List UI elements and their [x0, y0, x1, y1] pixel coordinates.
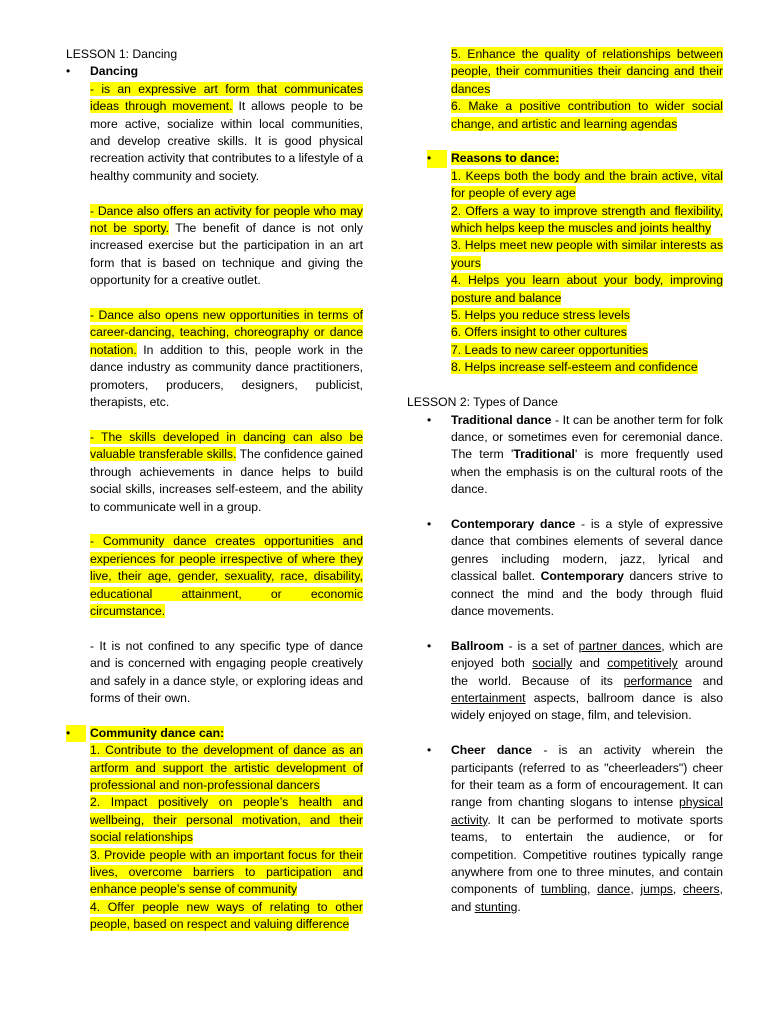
- reason-item: [451, 359, 723, 376]
- highlight: - Community dance creates opportunities and experiences for people irrespective of where they live, their age, gender, sexuality, race, disability, educational attainment, or economic circumstance.: [90, 534, 363, 618]
- term: Traditional dance: [451, 412, 552, 427]
- highlight: - is an expressive art form that communicates ideas through movement.: [90, 81, 363, 114]
- text: genres including modern, jazz, lyrical and classical ballet.: [451, 551, 723, 584]
- reasons-heading: [451, 150, 723, 167]
- text: . It can be performed to motivate sports teams, to entertain the audience, or for competition. Competitive routines typically range anywhere from one to three minutes, and contain components of: [451, 812, 723, 897]
- bullet-icon: •: [427, 412, 432, 427]
- text: , or sometimes even for: [484, 429, 622, 444]
- dancing-heading: Dancing: [90, 64, 139, 79]
- link-stunting[interactable]: stunting: [474, 899, 518, 914]
- link-cheers[interactable]: cheers: [682, 882, 720, 897]
- text: It allows people to be more active, socialize within local communities, and develop creative skills. It is good physical recreation activity that contributes to a lifestyle of a healthy community and society.: [90, 99, 364, 183]
- text: , which are enjoyed both: [451, 638, 723, 671]
- text: ,: [672, 882, 683, 897]
- highlight: 8. Helps increase self-esteem and confidence: [451, 360, 698, 375]
- term: Cheer dance: [451, 743, 533, 758]
- highlight: 3. Helps meet new people with similar interests as yours: [451, 238, 723, 270]
- highlight: 1. Keeps both the body and the brain active, vital for people of every age: [451, 168, 723, 201]
- contemporary-section: [407, 516, 723, 620]
- community-item: [90, 742, 363, 794]
- term: Contemporary: [540, 569, 624, 584]
- community-section: [66, 725, 363, 934]
- reason-item: [451, 237, 723, 272]
- reason-item: [451, 272, 723, 307]
- bullet-icon: •: [427, 516, 432, 531]
- highlight: 4. Offer people new ways of relating to other people, based on respect and valuing difference: [90, 899, 363, 932]
- bullet-icon: •: [66, 725, 86, 742]
- highlight: 4. Helps you learn about your body, improving posture and balance: [451, 273, 723, 305]
- community-item: [90, 847, 363, 899]
- ballroom-paragraph: [451, 638, 723, 725]
- link-tumbling[interactable]: tumbling: [540, 882, 588, 897]
- term: Contemporary dance: [451, 516, 576, 531]
- term: Traditional: [513, 447, 575, 462]
- text: around the world. Because of its: [451, 656, 724, 688]
- lesson1-title: LESSON 1: Dancing: [66, 47, 178, 61]
- text: ,: [587, 882, 598, 897]
- cheer-section: [407, 742, 723, 916]
- highlight: 5. Helps you reduce stress levels: [451, 308, 630, 323]
- highlight: 3. Provide people with an important focus for their lives, overcome barriers to participation and enhance people’s sense of community: [90, 847, 363, 897]
- text: ' is more frequently used when the emphasis is on the cultural roots of the dance.: [451, 447, 723, 497]
- community-item: [90, 899, 363, 934]
- highlight: Community dance can:: [90, 725, 225, 740]
- text: - is a style of expressive: [575, 516, 724, 531]
- highlight: Reasons to dance:: [451, 151, 560, 166]
- community-item: [451, 46, 723, 98]
- community-item: [451, 98, 723, 133]
- link-jumps[interactable]: jumps: [640, 882, 673, 897]
- highlight: - Dance also opens new opportunities in terms of career-dancing, teaching, choreography or dance notation.: [90, 308, 363, 357]
- highlight: 2. Impact positively on people’s health and wellbeing, their personal motivation, and their social relationships: [90, 795, 363, 845]
- reasons-section: [407, 150, 723, 376]
- link-socially[interactable]: socially: [532, 656, 573, 671]
- community-continued: [407, 46, 723, 133]
- ballroom-section: [407, 638, 723, 725]
- link-performance[interactable]: performance: [623, 673, 692, 688]
- bullet-icon: •: [427, 150, 447, 167]
- text: The benefit of dance is not only increased exercise but the participation in an art form that is based on technique and giving the opportunity for a creative outlet.: [90, 221, 363, 288]
- highlight: 2. Offers a way to improve strength and flexibility, which helps keep the muscles and joints healthy: [451, 203, 723, 236]
- text: - is an activity wherein the participants (referred to as "cheerleaders") cheer for their team as a form of encouragement. It can range from chanting slogans to intense: [451, 743, 723, 810]
- cheer-paragraph: [451, 742, 723, 916]
- text: ,: [630, 882, 641, 897]
- text: - It can be another term for: [551, 412, 705, 427]
- dancing-paragraph-6: - It is not confined to any specific type of dance and is concerned with engaging people creatively and safely in a dance style, or exploring ideas and forms of their own.: [90, 638, 363, 705]
- link-physical-activity[interactable]: physical activity: [451, 795, 723, 827]
- dancing-paragraph-1: [90, 81, 363, 185]
- highlight: 5. Enhance the quality of relationships between people, their communities their dancing and their dances: [451, 47, 723, 96]
- highlight: 6. Offers insight to other cultures: [451, 325, 627, 340]
- right-column: [407, 46, 723, 916]
- text: . The term ': [451, 429, 724, 462]
- text: dance: [451, 534, 485, 549]
- text: - is a set of: [503, 638, 579, 653]
- reason-item: [451, 342, 723, 359]
- text: folk dance: [451, 412, 724, 444]
- left-column: [66, 46, 363, 934]
- dancing-paragraph-3: [90, 307, 363, 411]
- text: and: [691, 673, 723, 688]
- link-entertainment[interactable]: entertainment: [451, 690, 526, 705]
- link-dance[interactable]: dance: [597, 882, 631, 897]
- reason-item: [451, 307, 723, 324]
- highlight: - Dance also offers an activity for people who may not be sporty.: [90, 203, 363, 236]
- bullet-icon: •: [66, 64, 71, 79]
- highlight: 1. Contribute to the development of dance as an artform and support the artistic development of professional and non-professional dancers: [90, 743, 363, 792]
- text: aspects, ballroom dance is also widely enjoyed on stage, film, and television.: [451, 690, 723, 723]
- highlight: - The skills developed in dancing can also be valuable transferable skills.: [90, 429, 363, 462]
- term: Ballroom: [451, 638, 504, 653]
- text: dance: [689, 534, 723, 549]
- bullet-icon: •: [427, 743, 432, 758]
- community-item: [90, 794, 363, 846]
- text: , and: [451, 882, 723, 914]
- text: dancers strive to connect the mind and the body through fluid dance movements.: [451, 569, 723, 618]
- link-competitively[interactable]: competitively: [607, 656, 678, 671]
- dancing-paragraph-4: [90, 429, 363, 516]
- dancing-section: [66, 63, 363, 724]
- link-partner-dances[interactable]: partner dances: [578, 638, 662, 653]
- reason-item: [451, 168, 723, 203]
- text: .: [517, 899, 521, 914]
- community-heading: [90, 725, 363, 742]
- dancing-paragraph-5: [90, 533, 363, 620]
- text: ceremonial dance: [622, 429, 720, 444]
- dancing-paragraph-2: [90, 203, 363, 290]
- reason-item: [451, 324, 723, 341]
- highlight: 6. Make a positive contribution to wider social change, and artistic and learning agendas: [451, 99, 723, 131]
- reason-item: [451, 203, 723, 238]
- text: The confidence gained through achievements in dance helps to build social skills, increases self-esteem, and the ability to communicate well in a group.: [90, 447, 363, 514]
- contemporary-paragraph: [451, 516, 723, 620]
- bullet-icon: •: [427, 638, 432, 653]
- text: and: [572, 656, 608, 671]
- text: that combines elements of several: [484, 534, 690, 549]
- text: In addition to this, people work in the dance industry as community dance practitioners, promoters, producers, designers, publicist, therapists, etc.: [90, 342, 363, 410]
- traditional-section: [407, 412, 723, 499]
- traditional-paragraph: [451, 412, 723, 499]
- highlight: 7. Leads to new career opportunities: [451, 342, 649, 357]
- lesson2-title: LESSON 2: Types of Dance: [407, 395, 558, 410]
